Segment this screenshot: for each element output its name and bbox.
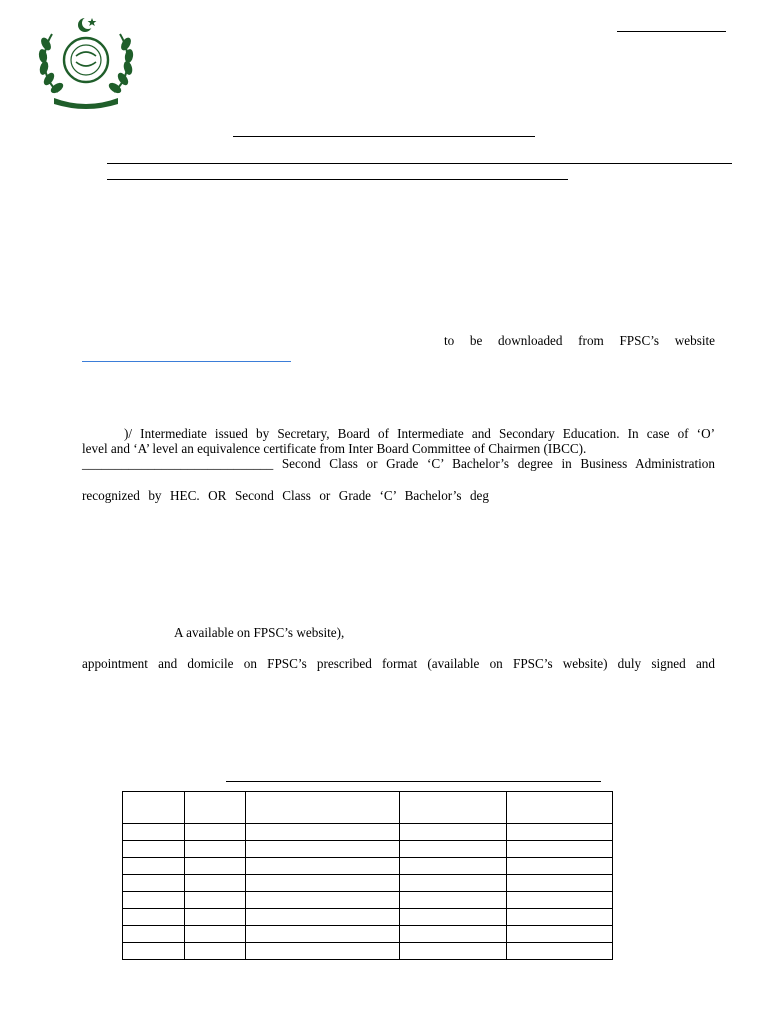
table-cell xyxy=(185,892,246,909)
table-cell xyxy=(246,909,400,926)
table-cell xyxy=(185,943,246,960)
table-cell xyxy=(400,909,507,926)
table-row xyxy=(123,875,613,892)
table-cell xyxy=(246,926,400,943)
table-cell xyxy=(400,892,507,909)
appointment-text: appointment and domicile on FPSC’s prescribed format (available on FPSC’s website) duly signed and xyxy=(82,656,715,671)
table-cell xyxy=(507,926,613,943)
table-cell xyxy=(123,841,185,858)
table-cell xyxy=(246,824,400,841)
table-cell xyxy=(123,824,185,841)
table-cell xyxy=(246,892,400,909)
subject-rule-2 xyxy=(107,179,568,180)
header-right-rule xyxy=(617,31,726,32)
table-header-cell xyxy=(246,792,400,824)
website-link[interactable] xyxy=(82,361,291,362)
table-cell xyxy=(507,943,613,960)
table-cell xyxy=(123,892,185,909)
table-cell xyxy=(507,824,613,841)
table-cell xyxy=(507,841,613,858)
table-cell xyxy=(246,943,400,960)
equivalence-text: level and ‘A’ level an equivalence certificate from Inter Board Committee of Chairmen (IBCC). xyxy=(82,441,587,456)
table-row xyxy=(123,926,613,943)
table-header-row xyxy=(123,792,613,824)
table-heading-rule xyxy=(226,781,601,782)
table-cell xyxy=(246,841,400,858)
table-cell xyxy=(507,909,613,926)
table-cell xyxy=(400,841,507,858)
website-instruction-text: to be downloaded from FPSC’s website xyxy=(444,333,716,348)
table-row xyxy=(123,824,613,841)
table-cell xyxy=(507,875,613,892)
table-cell xyxy=(246,858,400,875)
table-cell xyxy=(123,943,185,960)
table-header-cell xyxy=(400,792,507,824)
table-cell xyxy=(400,875,507,892)
table-cell xyxy=(185,858,246,875)
subject-rule-1 xyxy=(107,163,732,164)
table-cell xyxy=(123,909,185,926)
table-row xyxy=(123,892,613,909)
table-cell xyxy=(400,824,507,841)
table-cell xyxy=(400,858,507,875)
table-cell xyxy=(507,858,613,875)
table-header-cell xyxy=(123,792,185,824)
table-cell xyxy=(123,926,185,943)
table-row xyxy=(123,841,613,858)
table-row xyxy=(123,909,613,926)
table-cell xyxy=(507,892,613,909)
table-row xyxy=(123,858,613,875)
table-cell xyxy=(400,943,507,960)
fpsc-emblem-logo xyxy=(36,14,136,110)
intermediate-text: )/ Intermediate issued by Secretary, Board of Intermediate and Secondary Education. In case of ‘O’ xyxy=(124,426,715,441)
table-header-cell xyxy=(507,792,613,824)
available-text: A available on FPSC’s website), xyxy=(174,625,345,640)
table-header-cell xyxy=(185,792,246,824)
table-cell xyxy=(185,909,246,926)
table-cell xyxy=(246,875,400,892)
table-cell xyxy=(185,824,246,841)
table-row xyxy=(123,943,613,960)
second-class-text: _____________________________ Second Class or Grade ‘C’ Bachelor’s degree in Business Administration xyxy=(82,456,715,471)
table-cell xyxy=(185,875,246,892)
table-cell xyxy=(123,875,185,892)
table-cell xyxy=(123,858,185,875)
table-cell xyxy=(185,926,246,943)
blank-data-table xyxy=(122,791,613,960)
table-cell xyxy=(185,841,246,858)
table-cell xyxy=(400,926,507,943)
title-underline xyxy=(233,136,535,137)
recognized-text: recognized by HEC. OR Second Class or Grade ‘C’ Bachelor’s deg xyxy=(82,488,489,503)
